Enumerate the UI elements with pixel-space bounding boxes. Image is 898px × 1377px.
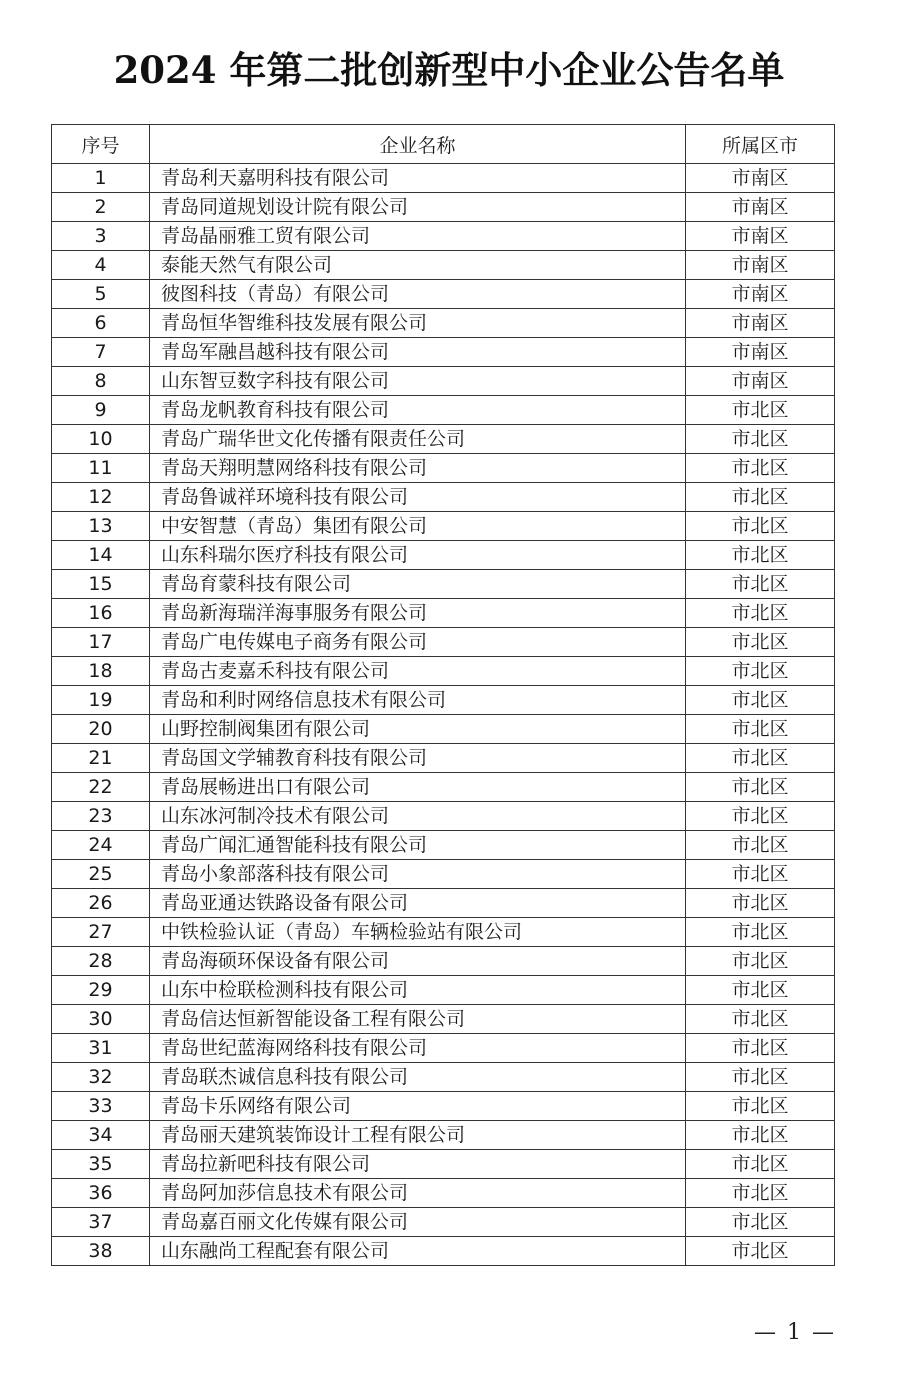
- row-serial-number: 21: [52, 744, 150, 773]
- row-district: 市北区: [686, 1063, 835, 1092]
- table-row: [52, 570, 835, 599]
- row-serial-number: 17: [52, 628, 150, 657]
- table-row: [52, 512, 835, 541]
- row-serial-number: 7: [52, 338, 150, 367]
- table-row: [52, 454, 835, 483]
- row-serial-number: 2: [52, 193, 150, 222]
- row-district: 市北区: [686, 628, 835, 657]
- row-district: 市北区: [686, 686, 835, 715]
- row-serial-number: 5: [52, 280, 150, 309]
- row-company-name: 青岛育蒙科技有限公司: [150, 570, 686, 599]
- table-row: [52, 251, 835, 280]
- page-title: 2024 年第二批创新型中小企业公告名单: [113, 48, 785, 92]
- row-serial-number: 9: [52, 396, 150, 425]
- row-company-name: 青岛丽天建筑装饰设计工程有限公司: [150, 1121, 686, 1150]
- row-company-name: 彼图科技（青岛）有限公司: [150, 280, 686, 309]
- row-district: 市南区: [686, 367, 835, 396]
- table-row: [52, 1150, 835, 1179]
- row-serial-number: 29: [52, 976, 150, 1005]
- table-row: [52, 280, 835, 309]
- row-company-name: 青岛海硕环保设备有限公司: [150, 947, 686, 976]
- row-company-name: 青岛鲁诚祥环境科技有限公司: [150, 483, 686, 512]
- row-serial-number: 28: [52, 947, 150, 976]
- table-row: [52, 831, 835, 860]
- row-district: 市北区: [686, 541, 835, 570]
- row-company-name: 青岛古麦嘉禾科技有限公司: [150, 657, 686, 686]
- row-serial-number: 12: [52, 483, 150, 512]
- row-serial-number: 24: [52, 831, 150, 860]
- row-company-name: 青岛广闻汇通智能科技有限公司: [150, 831, 686, 860]
- row-district: 市北区: [686, 599, 835, 628]
- row-company-name: 山东科瑞尔医疗科技有限公司: [150, 541, 686, 570]
- row-district: 市北区: [686, 1034, 835, 1063]
- row-district: 市北区: [686, 1121, 835, 1150]
- row-company-name: 青岛和利时网络信息技术有限公司: [150, 686, 686, 715]
- row-district: 市北区: [686, 396, 835, 425]
- table-body: [52, 164, 835, 1266]
- row-company-name: 青岛亚通达铁路设备有限公司: [150, 889, 686, 918]
- table-row: [52, 425, 835, 454]
- table-row: [52, 193, 835, 222]
- row-district: 市北区: [686, 570, 835, 599]
- row-district: 市北区: [686, 889, 835, 918]
- table-row: [52, 541, 835, 570]
- row-serial-number: 11: [52, 454, 150, 483]
- table-row: [52, 773, 835, 802]
- row-serial-number: 20: [52, 715, 150, 744]
- row-district: 市北区: [686, 657, 835, 686]
- header-district: 所属区市: [686, 125, 835, 164]
- table-row: [52, 1092, 835, 1121]
- table-row: [52, 483, 835, 512]
- row-serial-number: 15: [52, 570, 150, 599]
- row-district: 市北区: [686, 715, 835, 744]
- row-district: 市北区: [686, 918, 835, 947]
- row-district: 市南区: [686, 338, 835, 367]
- row-company-name: 青岛拉新吧科技有限公司: [150, 1150, 686, 1179]
- row-district: 市南区: [686, 164, 835, 193]
- row-serial-number: 16: [52, 599, 150, 628]
- row-company-name: 青岛龙帆教育科技有限公司: [150, 396, 686, 425]
- table-row: [52, 889, 835, 918]
- table-row: [52, 396, 835, 425]
- row-serial-number: 34: [52, 1121, 150, 1150]
- row-serial-number: 18: [52, 657, 150, 686]
- table-row: [52, 1005, 835, 1034]
- table-row: [52, 947, 835, 976]
- row-serial-number: 26: [52, 889, 150, 918]
- table-row: [52, 1237, 835, 1266]
- row-district: 市北区: [686, 454, 835, 483]
- row-company-name: 青岛国文学辅教育科技有限公司: [150, 744, 686, 773]
- row-serial-number: 33: [52, 1092, 150, 1121]
- table-row: [52, 1121, 835, 1150]
- row-serial-number: 4: [52, 251, 150, 280]
- table-row: [52, 164, 835, 193]
- table-row: [52, 222, 835, 251]
- table-row: [52, 686, 835, 715]
- row-company-name: 青岛信达恒新智能设备工程有限公司: [150, 1005, 686, 1034]
- row-serial-number: 36: [52, 1179, 150, 1208]
- header-serial-number: 序号: [52, 125, 150, 164]
- row-district: 市北区: [686, 483, 835, 512]
- row-company-name: 青岛阿加莎信息技术有限公司: [150, 1179, 686, 1208]
- row-company-name: 青岛嘉百丽文化传媒有限公司: [150, 1208, 686, 1237]
- row-district: 市北区: [686, 773, 835, 802]
- row-company-name: 青岛小象部落科技有限公司: [150, 860, 686, 889]
- row-district: 市北区: [686, 1150, 835, 1179]
- row-serial-number: 30: [52, 1005, 150, 1034]
- table-row: [52, 599, 835, 628]
- row-district: 市南区: [686, 193, 835, 222]
- row-serial-number: 3: [52, 222, 150, 251]
- row-serial-number: 1: [52, 164, 150, 193]
- row-serial-number: 23: [52, 802, 150, 831]
- header-company-name: 企业名称: [150, 125, 686, 164]
- row-company-name: 中铁检验认证（青岛）车辆检验站有限公司: [150, 918, 686, 947]
- row-district: 市北区: [686, 947, 835, 976]
- table-row: [52, 744, 835, 773]
- row-district: 市北区: [686, 1005, 835, 1034]
- table-row: [52, 309, 835, 338]
- row-district: 市北区: [686, 1208, 835, 1237]
- row-district: 市北区: [686, 1237, 835, 1266]
- row-company-name: 青岛展畅进出口有限公司: [150, 773, 686, 802]
- table-row: [52, 1208, 835, 1237]
- row-district: 市北区: [686, 512, 835, 541]
- row-company-name: 山东智豆数字科技有限公司: [150, 367, 686, 396]
- table-row: [52, 976, 835, 1005]
- row-district: 市南区: [686, 280, 835, 309]
- table-row: [52, 918, 835, 947]
- row-district: 市北区: [686, 860, 835, 889]
- row-company-name: 山东冰河制冷技术有限公司: [150, 802, 686, 831]
- row-company-name: 青岛军融昌越科技有限公司: [150, 338, 686, 367]
- row-company-name: 青岛恒华智维科技发展有限公司: [150, 309, 686, 338]
- row-district: 市南区: [686, 309, 835, 338]
- row-serial-number: 31: [52, 1034, 150, 1063]
- row-serial-number: 37: [52, 1208, 150, 1237]
- row-serial-number: 32: [52, 1063, 150, 1092]
- row-serial-number: 25: [52, 860, 150, 889]
- row-serial-number: 14: [52, 541, 150, 570]
- table-row: [52, 338, 835, 367]
- row-company-name: 青岛联杰诚信息科技有限公司: [150, 1063, 686, 1092]
- row-company-name: 山东融尚工程配套有限公司: [150, 1237, 686, 1266]
- table-row: [52, 1034, 835, 1063]
- row-district: 市南区: [686, 251, 835, 280]
- row-company-name: 青岛晶丽雅工贸有限公司: [150, 222, 686, 251]
- row-district: 市南区: [686, 222, 835, 251]
- row-company-name: 青岛世纪蓝海网络科技有限公司: [150, 1034, 686, 1063]
- table-row: [52, 367, 835, 396]
- row-district: 市北区: [686, 976, 835, 1005]
- row-company-name: 山东中检联检测科技有限公司: [150, 976, 686, 1005]
- row-company-name: 青岛同道规划设计院有限公司: [150, 193, 686, 222]
- table-row: [52, 1063, 835, 1092]
- row-serial-number: 19: [52, 686, 150, 715]
- row-company-name: 青岛利天嘉明科技有限公司: [150, 164, 686, 193]
- row-serial-number: 6: [52, 309, 150, 338]
- table-row: [52, 715, 835, 744]
- row-company-name: 青岛天翔明慧网络科技有限公司: [150, 454, 686, 483]
- table-header-row: [52, 125, 835, 164]
- table-row: [52, 802, 835, 831]
- row-company-name: 青岛卡乐网络有限公司: [150, 1092, 686, 1121]
- row-serial-number: 35: [52, 1150, 150, 1179]
- row-district: 市北区: [686, 425, 835, 454]
- row-company-name: 青岛新海瑞洋海事服务有限公司: [150, 599, 686, 628]
- row-company-name: 山野控制阀集团有限公司: [150, 715, 686, 744]
- table-row: [52, 657, 835, 686]
- table-row: [52, 1179, 835, 1208]
- row-serial-number: 10: [52, 425, 150, 454]
- row-serial-number: 8: [52, 367, 150, 396]
- row-company-name: 青岛广瑞华世文化传播有限责任公司: [150, 425, 686, 454]
- table-row: [52, 628, 835, 657]
- row-district: 市北区: [686, 802, 835, 831]
- row-district: 市北区: [686, 1179, 835, 1208]
- row-company-name: 泰能天然气有限公司: [150, 251, 686, 280]
- row-district: 市北区: [686, 744, 835, 773]
- row-company-name: 中安智慧（青岛）集团有限公司: [150, 512, 686, 541]
- row-serial-number: 27: [52, 918, 150, 947]
- table-row: [52, 860, 835, 889]
- row-serial-number: 22: [52, 773, 150, 802]
- page-number: — 1 —: [754, 1320, 836, 1345]
- row-district: 市北区: [686, 831, 835, 860]
- row-serial-number: 13: [52, 512, 150, 541]
- row-company-name: 青岛广电传媒电子商务有限公司: [150, 628, 686, 657]
- enterprise-table: [51, 124, 835, 1266]
- row-serial-number: 38: [52, 1237, 150, 1266]
- row-district: 市北区: [686, 1092, 835, 1121]
